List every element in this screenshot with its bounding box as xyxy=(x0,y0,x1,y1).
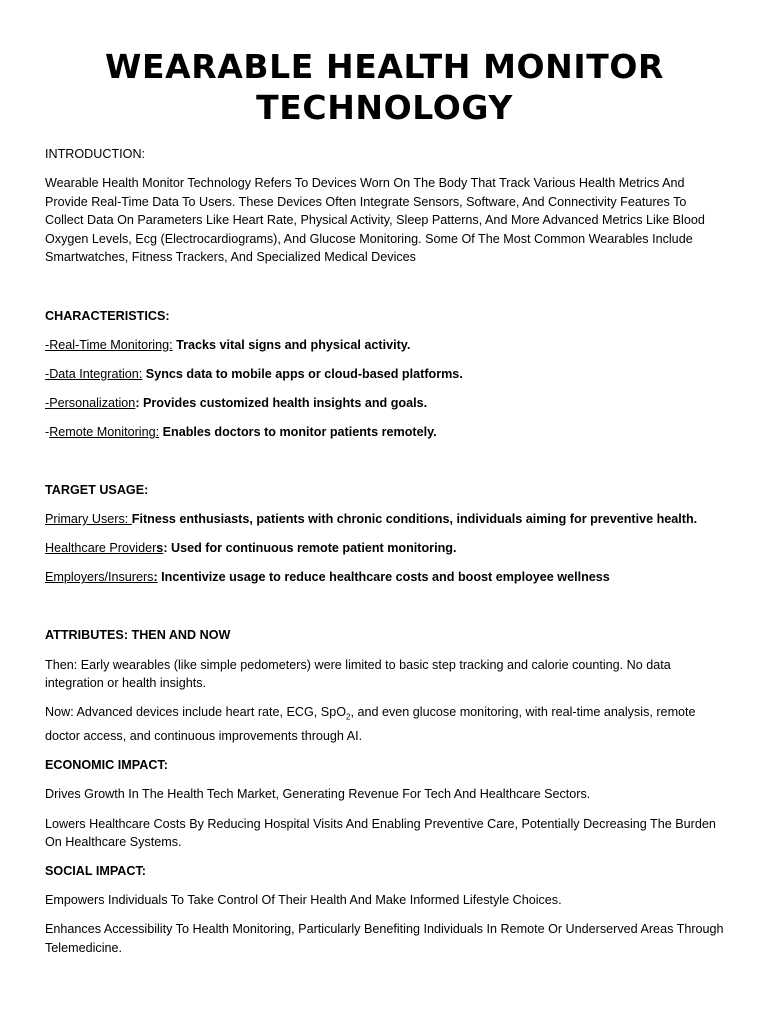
social-impact-paragraph: Enhances Accessibility To Health Monitoring, Particularly Benefiting Individuals In Remote Or Underserved Areas Through Telemedicine. xyxy=(45,922,724,956)
title-line-2: TECHNOLOGY xyxy=(256,88,513,127)
target-usage-term-end: s xyxy=(156,541,164,556)
introduction-body: Wearable Health Monitor Technology Refers To Devices Worn On The Body That Track Various Health Metrics And Provide Real-Time Data To Users. These Devices Often Integrate Sensors, Software, And Connectivity Features To Collect Data On Parameters Like Heart Rate, Physical Activity, Sleep Patterns, And More Advanced Metrics Like Blood Oxygen Levels, Ecg (Electrocardiograms), And Glucose Monitoring. Some Of The Most Common Wearables Include Smartwatches, Fitness Trackers, And Specialized Medical Devices xyxy=(45,176,705,265)
target-usage-desc: : Used for continuous remote patient monitoring. xyxy=(163,541,457,556)
target-usage-term: Employers/Insurers xyxy=(45,570,154,585)
introduction-heading: INTRODUCTION: xyxy=(45,147,146,161)
target-usage-heading: TARGET USAGE: xyxy=(45,483,149,498)
title-line-1: WEARABLE HEALTH MONITOR xyxy=(104,47,665,86)
document-title xyxy=(45,46,724,128)
attributes-now-end: , and even glucose monitoring, with real-time analysis, remote doctor access, and continuous improvements through AI. xyxy=(45,705,696,744)
characteristic-item xyxy=(45,365,724,384)
target-usage-term-end: : xyxy=(153,570,158,585)
target-usage-desc: Incentivize usage to reduce healthcare costs and boost employee wellness xyxy=(157,570,610,585)
attributes-now xyxy=(45,703,724,746)
characteristics-heading: CHARACTERISTICS: xyxy=(45,308,170,323)
social-impact-heading: SOCIAL IMPACT: xyxy=(45,864,146,879)
characteristic-item xyxy=(45,336,724,355)
economic-impact-paragraph: Lowers Healthcare Costs By Reducing Hospital Visits And Enabling Preventive Care, Potentially Decreasing The Burden On Healthcare Systems. xyxy=(45,816,716,850)
characteristic-desc: Syncs data to mobile apps or cloud-based platforms. xyxy=(142,366,463,381)
target-usage-item xyxy=(45,539,724,558)
characteristic-term: -Data Integration: xyxy=(45,366,143,381)
characteristic-term: -Personalization xyxy=(45,395,136,410)
target-usage-item xyxy=(45,568,724,587)
characteristic-term: -Real-Time Monitoring: xyxy=(45,337,173,352)
target-usage-term: Primary Users: xyxy=(45,512,132,527)
target-usage-term: Healthcare Provider xyxy=(45,541,157,556)
attributes-now-start: Now: Advanced devices include heart rate, ECG, SpO xyxy=(45,705,347,720)
target-usage-item xyxy=(45,510,724,529)
characteristic-prefix: - xyxy=(45,424,50,439)
social-impact-paragraph: Empowers Individuals To Take Control Of Their Health And Make Informed Lifestyle Choices. xyxy=(45,893,562,908)
characteristic-desc: : Provides customized health insights and goals. xyxy=(135,395,428,410)
economic-impact-heading: ECONOMIC IMPACT: xyxy=(45,758,168,773)
economic-impact-paragraph: Drives Growth In The Health Tech Market, Generating Revenue For Tech And Healthcare Sectors. xyxy=(45,787,591,802)
attributes-then: Then: Early wearables (like simple pedometers) were limited to basic step tracking and calorie counting. No data integration or health insights. xyxy=(45,657,671,691)
characteristic-item xyxy=(45,394,724,413)
characteristic-term: Remote Monitoring: xyxy=(49,424,160,439)
target-usage-desc: Fitness enthusiasts, patients with chronic conditions, individuals aiming for preventive health. xyxy=(131,512,698,527)
attributes-now-subscript: 2 xyxy=(346,712,351,722)
characteristic-item xyxy=(45,423,724,442)
characteristic-desc: Enables doctors to monitor patients remotely. xyxy=(159,424,437,439)
characteristic-desc: Tracks vital signs and physical activity. xyxy=(172,337,411,352)
attributes-heading: ATTRIBUTES: THEN AND NOW xyxy=(45,628,231,643)
